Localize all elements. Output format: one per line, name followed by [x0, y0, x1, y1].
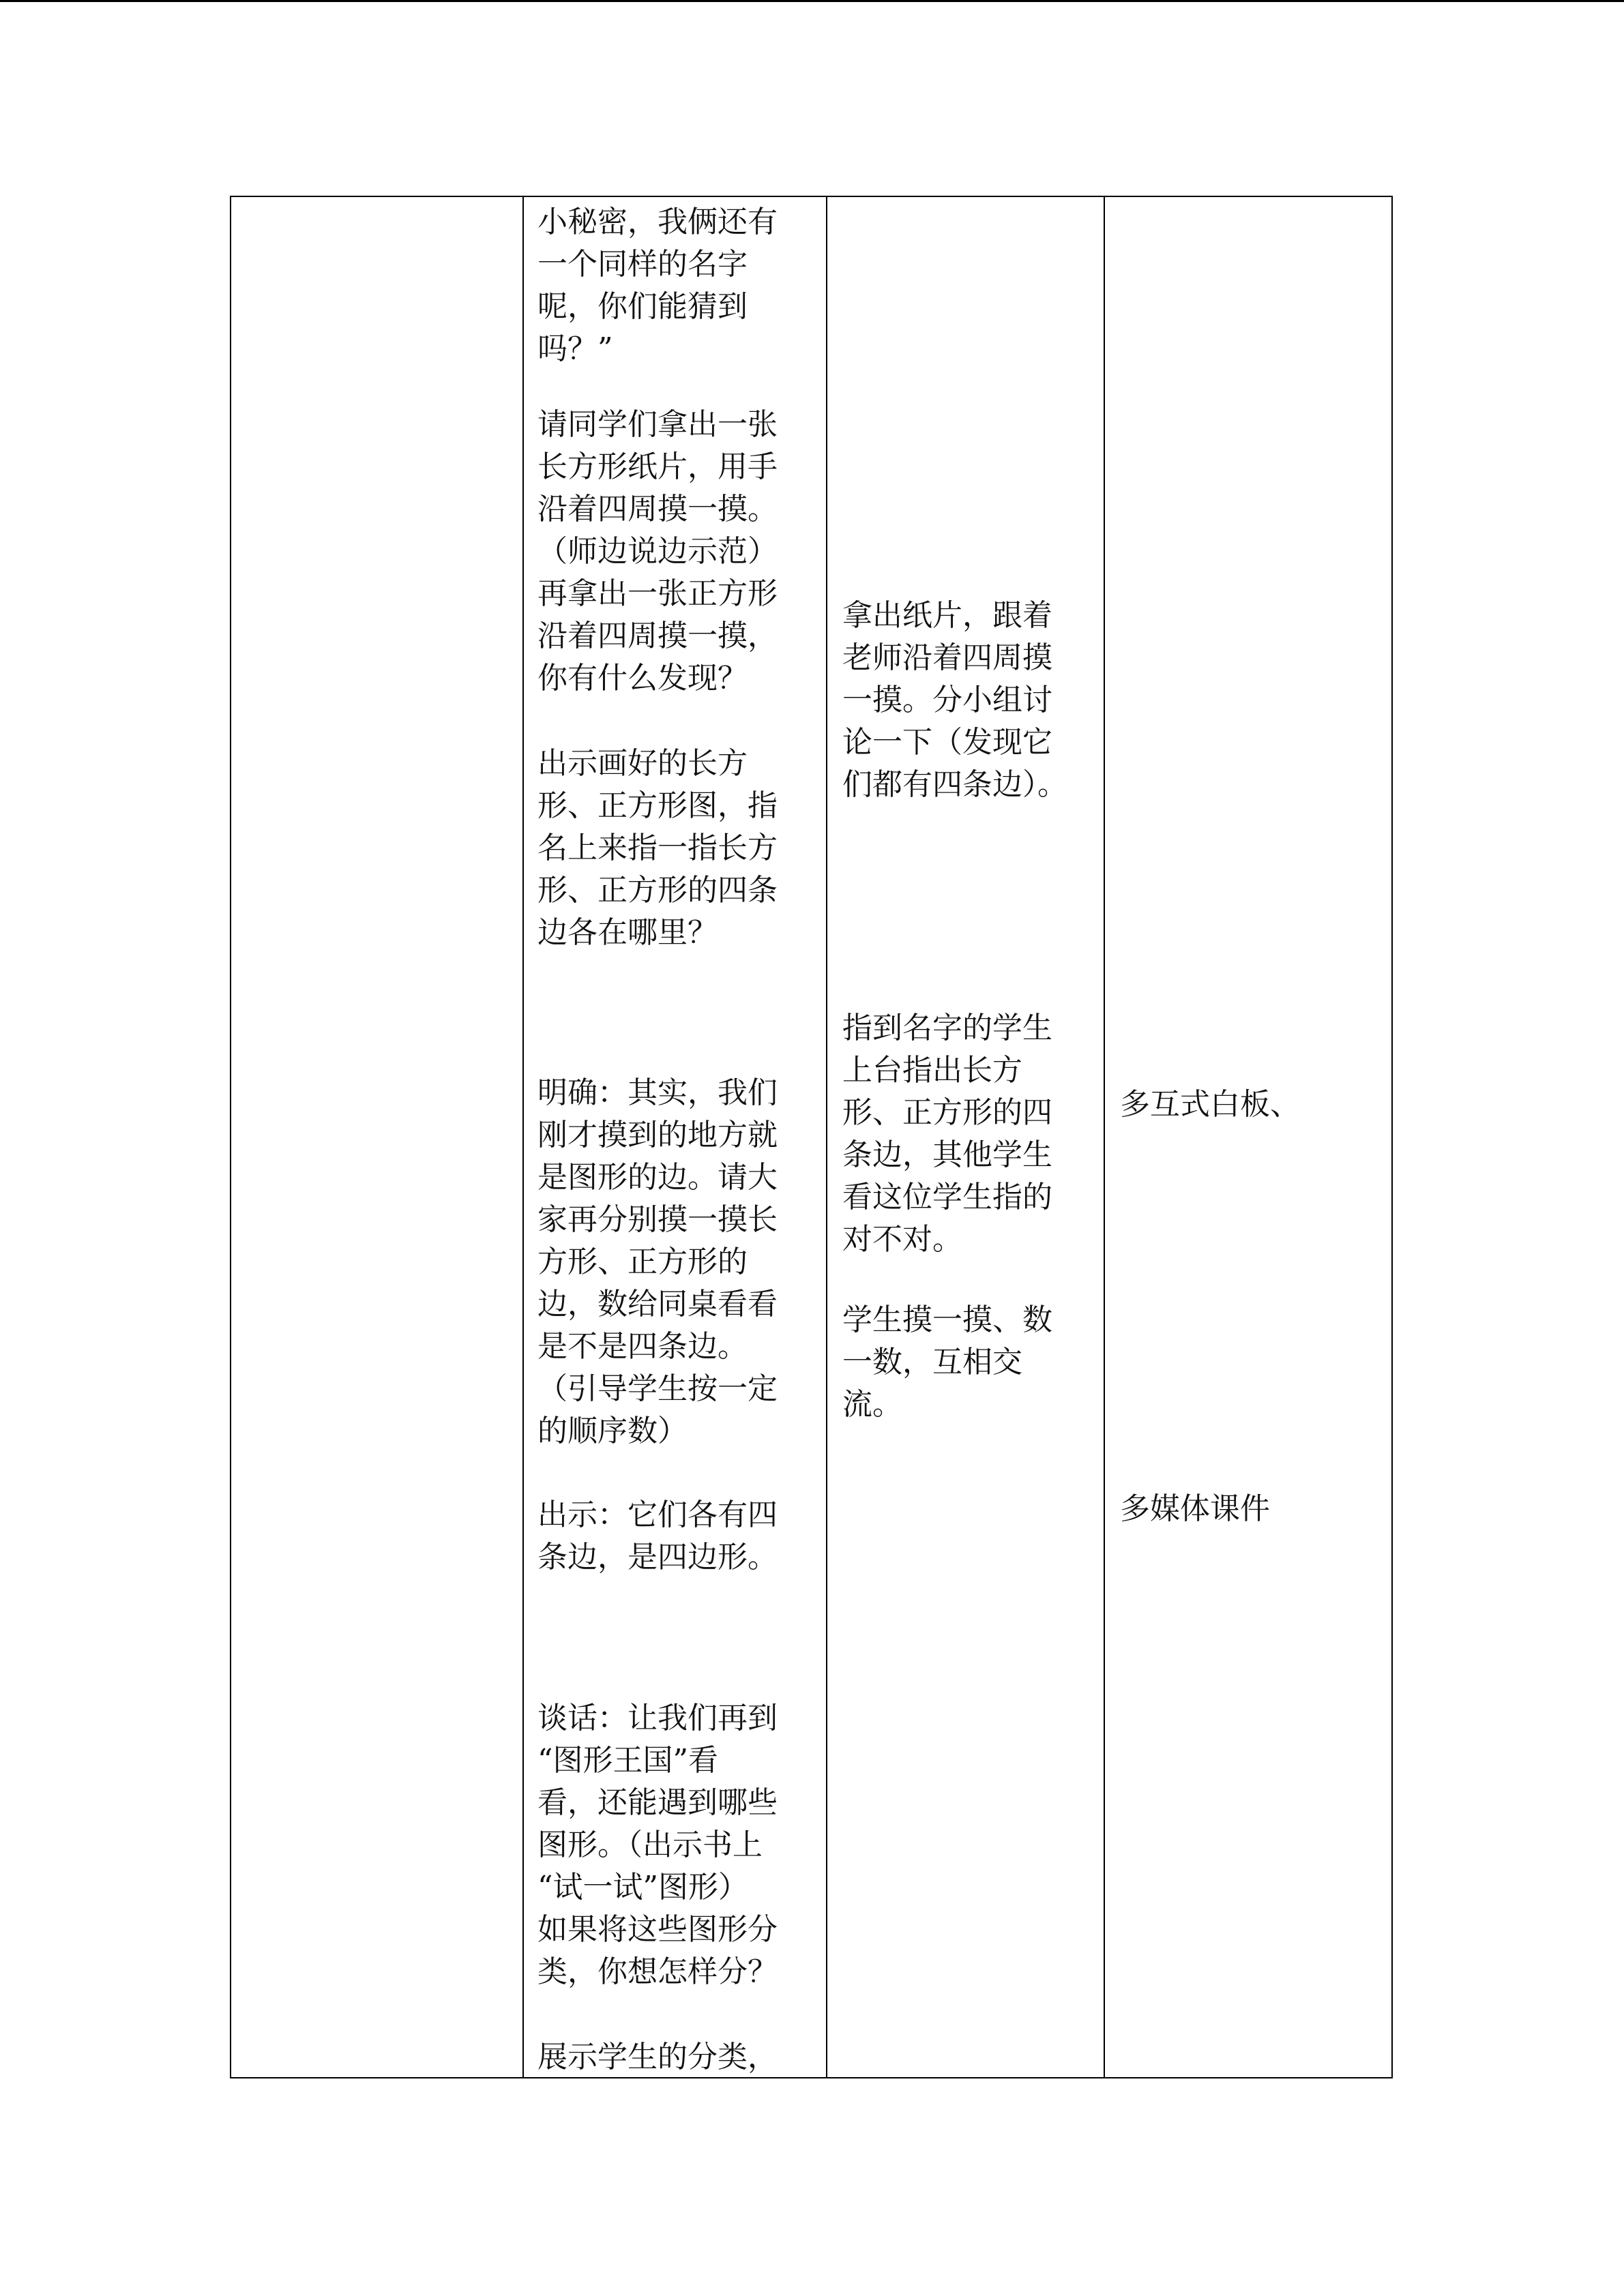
table-column-teacher-activity: [522, 197, 826, 2077]
student-text-block: 指到名字的学生 上台指出长方 形、正方形的四 条边，其他学生 看这位学生指的 对不对。: [842, 1011, 1052, 1257]
teacher-text-block: 出示画好的长方 形、正方形图，指 名上来指一指长方 形、正方形的四条 边各在哪里？: [537, 746, 778, 950]
teacher-text-block: 小秘密，我俩还有 一个同样的名字 呢，你们能猜到 吗？”: [537, 205, 778, 366]
table-column-1: [231, 197, 522, 2077]
teacher-text-block: 展示学生的分类，: [537, 2040, 778, 2074]
student-text-block: 学生摸一摸、数 一数，互相交 流。: [842, 1302, 1052, 1422]
teacher-text-block: 明确：其实，我们 刚才摸到的地方就 是图形的边。请大 家再分别摸一摸长 方形、正方形的 边，数给同桌看看 是不是四条边。 （引导学生按一定 的顺序数）: [537, 1075, 778, 1448]
table-column-media: [1104, 197, 1391, 2077]
table-column-student-activity: [826, 197, 1104, 2077]
media-text-block: 多媒体课件: [1120, 1491, 1270, 1526]
page-top-rule: [0, 0, 1624, 2]
media-text-block: 多互式白板、: [1120, 1087, 1300, 1122]
teacher-text-block: 出示：它们各有四 条边，是四边形。: [537, 1497, 778, 1575]
student-text-block: 拿出纸片，跟着 老师沿着四周摸 一摸。分小组讨 论一下（发现它 们都有四条边）。: [842, 598, 1067, 802]
teacher-text-block: 谈话：让我们再到 “图形王国”看 看，还能遇到哪些 图形。（出示书上 “试一试”图形） 如果将这些图形分 类，你想怎样分？: [537, 1701, 778, 1989]
teacher-text-block: 请同学们拿出一张 长方形纸片，用手 沿着四周摸一摸。 （师边说边示范） 再拿出一张正方形 沿着四周摸一摸， 你有什么发现？: [537, 407, 778, 696]
lesson-plan-table: [230, 196, 1393, 2078]
